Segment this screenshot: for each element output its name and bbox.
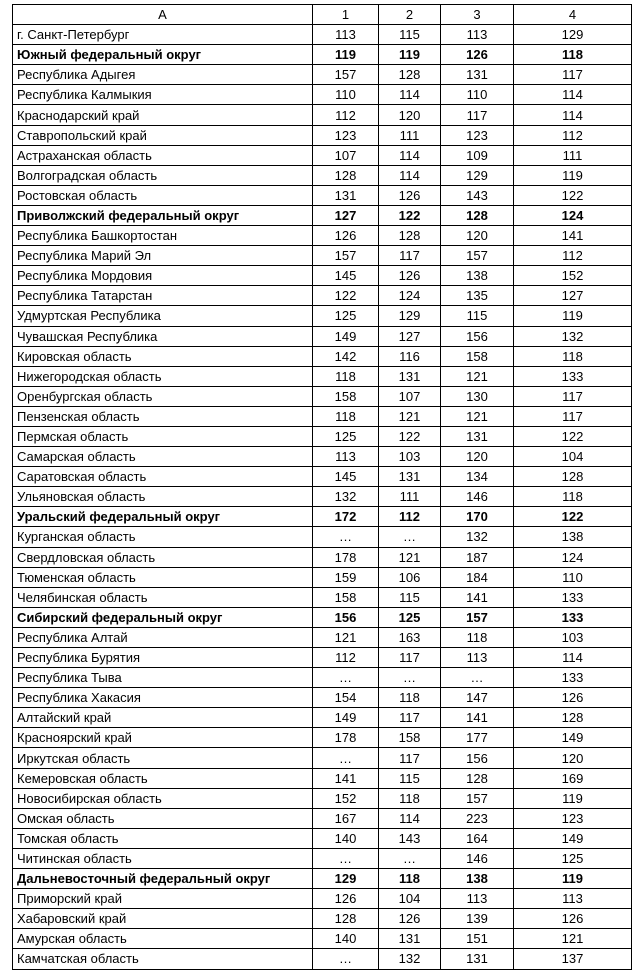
value-cell-2: 117 bbox=[379, 708, 441, 728]
region-name-cell: Новосибирская область bbox=[13, 788, 313, 808]
value-cell-4: 119 bbox=[514, 869, 632, 889]
value-cell-2: 126 bbox=[379, 266, 441, 286]
value-cell-4: 117 bbox=[514, 406, 632, 426]
region-name-cell: Республика Бурятия bbox=[13, 648, 313, 668]
value-cell-1: 132 bbox=[313, 487, 379, 507]
value-cell-1: 128 bbox=[313, 165, 379, 185]
region-name-cell: Читинская область bbox=[13, 848, 313, 868]
value-cell-2: 115 bbox=[379, 25, 441, 45]
value-cell-4: 118 bbox=[514, 487, 632, 507]
region-name-cell: Краснодарский край bbox=[13, 105, 313, 125]
region-name-cell: Ростовская область bbox=[13, 185, 313, 205]
value-cell-1: 113 bbox=[313, 25, 379, 45]
value-cell-2: 158 bbox=[379, 728, 441, 748]
value-cell-1: 122 bbox=[313, 286, 379, 306]
value-cell-4: 120 bbox=[514, 748, 632, 768]
table-row bbox=[13, 145, 632, 165]
value-cell-4: 124 bbox=[514, 205, 632, 225]
table-row bbox=[13, 648, 632, 668]
value-cell-1: 129 bbox=[313, 869, 379, 889]
value-cell-2: 163 bbox=[379, 627, 441, 647]
region-name-cell: Республика Хакасия bbox=[13, 688, 313, 708]
value-cell-3: 109 bbox=[441, 145, 514, 165]
table-row bbox=[13, 346, 632, 366]
value-cell-2: 143 bbox=[379, 828, 441, 848]
region-name-cell: Челябинская область bbox=[13, 587, 313, 607]
value-cell-4: 112 bbox=[514, 125, 632, 145]
value-cell-2: 118 bbox=[379, 788, 441, 808]
region-name-cell: Пензенская область bbox=[13, 406, 313, 426]
value-cell-4: 128 bbox=[514, 708, 632, 728]
value-cell-3: 120 bbox=[441, 447, 514, 467]
value-cell-1: 131 bbox=[313, 185, 379, 205]
table-row-district bbox=[13, 205, 632, 225]
value-cell-1: … bbox=[313, 949, 379, 969]
value-cell-1: 126 bbox=[313, 889, 379, 909]
table-row bbox=[13, 788, 632, 808]
value-cell-2: 126 bbox=[379, 185, 441, 205]
table-row-district bbox=[13, 45, 632, 65]
value-cell-3: 156 bbox=[441, 326, 514, 346]
value-cell-1: 127 bbox=[313, 205, 379, 225]
region-name-cell: Южный федеральный округ bbox=[13, 45, 313, 65]
region-name-cell: Амурская область bbox=[13, 929, 313, 949]
value-cell-1: 178 bbox=[313, 728, 379, 748]
value-cell-3: 118 bbox=[441, 627, 514, 647]
value-cell-2: 122 bbox=[379, 426, 441, 446]
value-cell-3: 138 bbox=[441, 869, 514, 889]
value-cell-4: 127 bbox=[514, 286, 632, 306]
value-cell-1: … bbox=[313, 668, 379, 688]
value-cell-3: 170 bbox=[441, 507, 514, 527]
value-cell-3: 146 bbox=[441, 487, 514, 507]
region-name-cell: Республика Мордовия bbox=[13, 266, 313, 286]
region-name-cell: Самарская область bbox=[13, 447, 313, 467]
table-row bbox=[13, 266, 632, 286]
value-cell-3: 121 bbox=[441, 366, 514, 386]
value-cell-3: 177 bbox=[441, 728, 514, 748]
header-row bbox=[13, 5, 632, 25]
region-name-cell: Ставропольский край bbox=[13, 125, 313, 145]
value-cell-3: 156 bbox=[441, 748, 514, 768]
table-row bbox=[13, 889, 632, 909]
value-cell-4: 133 bbox=[514, 607, 632, 627]
value-cell-1: 178 bbox=[313, 547, 379, 567]
value-cell-2: 125 bbox=[379, 607, 441, 627]
value-cell-1: 154 bbox=[313, 688, 379, 708]
region-name-cell: Республика Башкортостан bbox=[13, 226, 313, 246]
value-cell-4: 138 bbox=[514, 527, 632, 547]
table-row bbox=[13, 728, 632, 748]
value-cell-2: 103 bbox=[379, 447, 441, 467]
value-cell-1: 157 bbox=[313, 246, 379, 266]
value-cell-3: 128 bbox=[441, 768, 514, 788]
table-row-district bbox=[13, 869, 632, 889]
table-row bbox=[13, 848, 632, 868]
region-name-cell: Приволжский федеральный округ bbox=[13, 205, 313, 225]
value-cell-1: 167 bbox=[313, 808, 379, 828]
table-row bbox=[13, 447, 632, 467]
table-row bbox=[13, 105, 632, 125]
value-cell-2: 121 bbox=[379, 547, 441, 567]
table-body bbox=[13, 25, 632, 969]
table-row bbox=[13, 125, 632, 145]
value-cell-3: 141 bbox=[441, 708, 514, 728]
value-cell-1: 145 bbox=[313, 266, 379, 286]
value-cell-1: 113 bbox=[313, 447, 379, 467]
value-cell-2: 114 bbox=[379, 145, 441, 165]
table-row bbox=[13, 828, 632, 848]
value-cell-4: 118 bbox=[514, 346, 632, 366]
region-name-cell: Кировская область bbox=[13, 346, 313, 366]
value-cell-4: 149 bbox=[514, 828, 632, 848]
table-row bbox=[13, 949, 632, 969]
value-cell-3: 139 bbox=[441, 909, 514, 929]
table-row bbox=[13, 929, 632, 949]
region-name-cell: Республика Тыва bbox=[13, 668, 313, 688]
value-cell-4: 137 bbox=[514, 949, 632, 969]
value-cell-4: 129 bbox=[514, 25, 632, 45]
table-row bbox=[13, 185, 632, 205]
table-row bbox=[13, 668, 632, 688]
value-cell-4: 149 bbox=[514, 728, 632, 748]
region-name-cell: г. Санкт-Петербург bbox=[13, 25, 313, 45]
value-cell-3: 157 bbox=[441, 246, 514, 266]
value-cell-2: … bbox=[379, 848, 441, 868]
region-name-cell: Курганская область bbox=[13, 527, 313, 547]
value-cell-1: 140 bbox=[313, 828, 379, 848]
value-cell-4: 114 bbox=[514, 105, 632, 125]
region-name-cell: Тюменская область bbox=[13, 567, 313, 587]
value-cell-4: 118 bbox=[514, 45, 632, 65]
value-cell-3: 134 bbox=[441, 467, 514, 487]
value-cell-1: 140 bbox=[313, 929, 379, 949]
value-cell-3: 143 bbox=[441, 185, 514, 205]
value-cell-1: 142 bbox=[313, 346, 379, 366]
table-row bbox=[13, 246, 632, 266]
header-cell-1: 1 bbox=[313, 5, 379, 25]
table-row bbox=[13, 487, 632, 507]
value-cell-4: 121 bbox=[514, 929, 632, 949]
value-cell-3: 223 bbox=[441, 808, 514, 828]
value-cell-2: 116 bbox=[379, 346, 441, 366]
value-cell-3: 157 bbox=[441, 788, 514, 808]
value-cell-3: 157 bbox=[441, 607, 514, 627]
value-cell-4: 126 bbox=[514, 909, 632, 929]
value-cell-2: 131 bbox=[379, 467, 441, 487]
value-cell-3: 131 bbox=[441, 65, 514, 85]
table-row bbox=[13, 547, 632, 567]
region-name-cell: Омская область bbox=[13, 808, 313, 828]
region-name-cell: Удмуртская Республика bbox=[13, 306, 313, 326]
value-cell-3: 123 bbox=[441, 125, 514, 145]
value-cell-1: 112 bbox=[313, 648, 379, 668]
value-cell-4: 119 bbox=[514, 788, 632, 808]
value-cell-1: 123 bbox=[313, 125, 379, 145]
value-cell-3: 187 bbox=[441, 547, 514, 567]
value-cell-2: 120 bbox=[379, 105, 441, 125]
value-cell-1: 110 bbox=[313, 85, 379, 105]
region-name-cell: Уральский федеральный округ bbox=[13, 507, 313, 527]
value-cell-2: 126 bbox=[379, 909, 441, 929]
table-row bbox=[13, 467, 632, 487]
value-cell-4: 126 bbox=[514, 688, 632, 708]
value-cell-4: 114 bbox=[514, 85, 632, 105]
value-cell-2: 131 bbox=[379, 929, 441, 949]
value-cell-2: … bbox=[379, 527, 441, 547]
value-cell-2: 129 bbox=[379, 306, 441, 326]
value-cell-4: 133 bbox=[514, 587, 632, 607]
value-cell-1: 156 bbox=[313, 607, 379, 627]
region-name-cell: Чувашская Республика bbox=[13, 326, 313, 346]
value-cell-3: 184 bbox=[441, 567, 514, 587]
table-row bbox=[13, 165, 632, 185]
table-row-district bbox=[13, 507, 632, 527]
value-cell-3: 128 bbox=[441, 205, 514, 225]
value-cell-3: 115 bbox=[441, 306, 514, 326]
region-name-cell: Ульяновская область bbox=[13, 487, 313, 507]
value-cell-3: 147 bbox=[441, 688, 514, 708]
value-cell-4: 112 bbox=[514, 246, 632, 266]
value-cell-4: 128 bbox=[514, 467, 632, 487]
value-cell-1: 158 bbox=[313, 587, 379, 607]
table-row bbox=[13, 426, 632, 446]
value-cell-1: 157 bbox=[313, 65, 379, 85]
value-cell-2: 114 bbox=[379, 808, 441, 828]
value-cell-1: 118 bbox=[313, 406, 379, 426]
value-cell-3: … bbox=[441, 668, 514, 688]
table-row bbox=[13, 768, 632, 788]
value-cell-4: 133 bbox=[514, 668, 632, 688]
data-table bbox=[12, 4, 632, 970]
header-cell-2: 2 bbox=[379, 5, 441, 25]
region-name-cell: Дальневосточный федеральный округ bbox=[13, 869, 313, 889]
region-name-cell: Республика Татарстан bbox=[13, 286, 313, 306]
value-cell-2: 128 bbox=[379, 226, 441, 246]
header-cell-a: А bbox=[13, 5, 313, 25]
value-cell-3: 164 bbox=[441, 828, 514, 848]
value-cell-4: 132 bbox=[514, 326, 632, 346]
value-cell-4: 104 bbox=[514, 447, 632, 467]
region-name-cell: Республика Алтай bbox=[13, 627, 313, 647]
value-cell-4: 117 bbox=[514, 65, 632, 85]
value-cell-3: 135 bbox=[441, 286, 514, 306]
value-cell-2: 117 bbox=[379, 648, 441, 668]
value-cell-3: 129 bbox=[441, 165, 514, 185]
header-cell-4: 4 bbox=[514, 5, 632, 25]
table-row bbox=[13, 25, 632, 45]
value-cell-1: 149 bbox=[313, 708, 379, 728]
value-cell-1: 149 bbox=[313, 326, 379, 346]
value-cell-4: 152 bbox=[514, 266, 632, 286]
header-cell-3: 3 bbox=[441, 5, 514, 25]
value-cell-2: 128 bbox=[379, 65, 441, 85]
value-cell-3: 141 bbox=[441, 587, 514, 607]
value-cell-4: 119 bbox=[514, 306, 632, 326]
value-cell-1: 158 bbox=[313, 386, 379, 406]
value-cell-1: 118 bbox=[313, 366, 379, 386]
value-cell-3: 110 bbox=[441, 85, 514, 105]
table-row bbox=[13, 226, 632, 246]
value-cell-4: 141 bbox=[514, 226, 632, 246]
value-cell-3: 126 bbox=[441, 45, 514, 65]
value-cell-2: 127 bbox=[379, 326, 441, 346]
value-cell-4: 124 bbox=[514, 547, 632, 567]
region-name-cell: Красноярский край bbox=[13, 728, 313, 748]
region-name-cell: Саратовская область bbox=[13, 467, 313, 487]
value-cell-4: 123 bbox=[514, 808, 632, 828]
value-cell-4: 122 bbox=[514, 185, 632, 205]
table-row bbox=[13, 688, 632, 708]
value-cell-2: 112 bbox=[379, 507, 441, 527]
value-cell-2: 111 bbox=[379, 487, 441, 507]
value-cell-3: 117 bbox=[441, 105, 514, 125]
value-cell-3: 158 bbox=[441, 346, 514, 366]
region-name-cell: Республика Адыгея bbox=[13, 65, 313, 85]
table-row bbox=[13, 909, 632, 929]
table-row bbox=[13, 306, 632, 326]
value-cell-2: 131 bbox=[379, 366, 441, 386]
table-row bbox=[13, 587, 632, 607]
value-cell-1: 125 bbox=[313, 306, 379, 326]
region-name-cell: Волгоградская область bbox=[13, 165, 313, 185]
region-name-cell: Томская область bbox=[13, 828, 313, 848]
value-cell-2: 132 bbox=[379, 949, 441, 969]
value-cell-4: 110 bbox=[514, 567, 632, 587]
value-cell-1: 107 bbox=[313, 145, 379, 165]
value-cell-3: 151 bbox=[441, 929, 514, 949]
region-name-cell: Приморский край bbox=[13, 889, 313, 909]
value-cell-2: … bbox=[379, 668, 441, 688]
value-cell-4: 169 bbox=[514, 768, 632, 788]
table-row-district bbox=[13, 607, 632, 627]
value-cell-2: 124 bbox=[379, 286, 441, 306]
value-cell-1: 112 bbox=[313, 105, 379, 125]
value-cell-1: … bbox=[313, 748, 379, 768]
table-row bbox=[13, 527, 632, 547]
value-cell-4: 117 bbox=[514, 386, 632, 406]
value-cell-4: 111 bbox=[514, 145, 632, 165]
region-name-cell: Кемеровская область bbox=[13, 768, 313, 788]
value-cell-3: 113 bbox=[441, 889, 514, 909]
region-name-cell: Нижегородская область bbox=[13, 366, 313, 386]
value-cell-4: 122 bbox=[514, 426, 632, 446]
value-cell-2: 117 bbox=[379, 246, 441, 266]
value-cell-4: 119 bbox=[514, 165, 632, 185]
value-cell-2: 114 bbox=[379, 85, 441, 105]
table-row bbox=[13, 748, 632, 768]
region-name-cell: Сибирский федеральный округ bbox=[13, 607, 313, 627]
region-name-cell: Пермская область bbox=[13, 426, 313, 446]
region-name-cell: Алтайский край bbox=[13, 708, 313, 728]
value-cell-1: … bbox=[313, 848, 379, 868]
value-cell-2: 119 bbox=[379, 45, 441, 65]
table-row bbox=[13, 808, 632, 828]
value-cell-2: 122 bbox=[379, 205, 441, 225]
table-row bbox=[13, 65, 632, 85]
region-name-cell: Оренбургская область bbox=[13, 386, 313, 406]
value-cell-2: 104 bbox=[379, 889, 441, 909]
table-row bbox=[13, 627, 632, 647]
value-cell-3: 131 bbox=[441, 949, 514, 969]
value-cell-1: … bbox=[313, 527, 379, 547]
region-name-cell: Иркутская область bbox=[13, 748, 313, 768]
table-row bbox=[13, 326, 632, 346]
value-cell-2: 118 bbox=[379, 869, 441, 889]
table-row bbox=[13, 567, 632, 587]
table-row bbox=[13, 85, 632, 105]
value-cell-3: 131 bbox=[441, 426, 514, 446]
value-cell-3: 132 bbox=[441, 527, 514, 547]
value-cell-4: 133 bbox=[514, 366, 632, 386]
region-name-cell: Свердловская область bbox=[13, 547, 313, 567]
table-row bbox=[13, 386, 632, 406]
value-cell-1: 128 bbox=[313, 909, 379, 929]
region-name-cell: Республика Марий Эл bbox=[13, 246, 313, 266]
table-row bbox=[13, 406, 632, 426]
value-cell-3: 113 bbox=[441, 648, 514, 668]
value-cell-1: 126 bbox=[313, 226, 379, 246]
region-name-cell: Хабаровский край bbox=[13, 909, 313, 929]
value-cell-3: 138 bbox=[441, 266, 514, 286]
value-cell-2: 114 bbox=[379, 165, 441, 185]
region-name-cell: Камчатская область bbox=[13, 949, 313, 969]
value-cell-1: 159 bbox=[313, 567, 379, 587]
value-cell-2: 107 bbox=[379, 386, 441, 406]
value-cell-2: 115 bbox=[379, 768, 441, 788]
value-cell-2: 111 bbox=[379, 125, 441, 145]
region-name-cell: Республика Калмыкия bbox=[13, 85, 313, 105]
value-cell-1: 119 bbox=[313, 45, 379, 65]
value-cell-1: 121 bbox=[313, 627, 379, 647]
value-cell-3: 113 bbox=[441, 25, 514, 45]
value-cell-1: 125 bbox=[313, 426, 379, 446]
value-cell-2: 121 bbox=[379, 406, 441, 426]
region-name-cell: Астраханская область bbox=[13, 145, 313, 165]
value-cell-4: 122 bbox=[514, 507, 632, 527]
value-cell-3: 130 bbox=[441, 386, 514, 406]
table-row bbox=[13, 708, 632, 728]
value-cell-3: 120 bbox=[441, 226, 514, 246]
value-cell-1: 172 bbox=[313, 507, 379, 527]
value-cell-1: 145 bbox=[313, 467, 379, 487]
table-row bbox=[13, 366, 632, 386]
value-cell-2: 106 bbox=[379, 567, 441, 587]
value-cell-4: 113 bbox=[514, 889, 632, 909]
value-cell-4: 125 bbox=[514, 848, 632, 868]
value-cell-3: 146 bbox=[441, 848, 514, 868]
value-cell-2: 117 bbox=[379, 748, 441, 768]
value-cell-2: 118 bbox=[379, 688, 441, 708]
value-cell-2: 115 bbox=[379, 587, 441, 607]
value-cell-1: 141 bbox=[313, 768, 379, 788]
value-cell-4: 114 bbox=[514, 648, 632, 668]
value-cell-1: 152 bbox=[313, 788, 379, 808]
value-cell-4: 103 bbox=[514, 627, 632, 647]
value-cell-3: 121 bbox=[441, 406, 514, 426]
table-row bbox=[13, 286, 632, 306]
